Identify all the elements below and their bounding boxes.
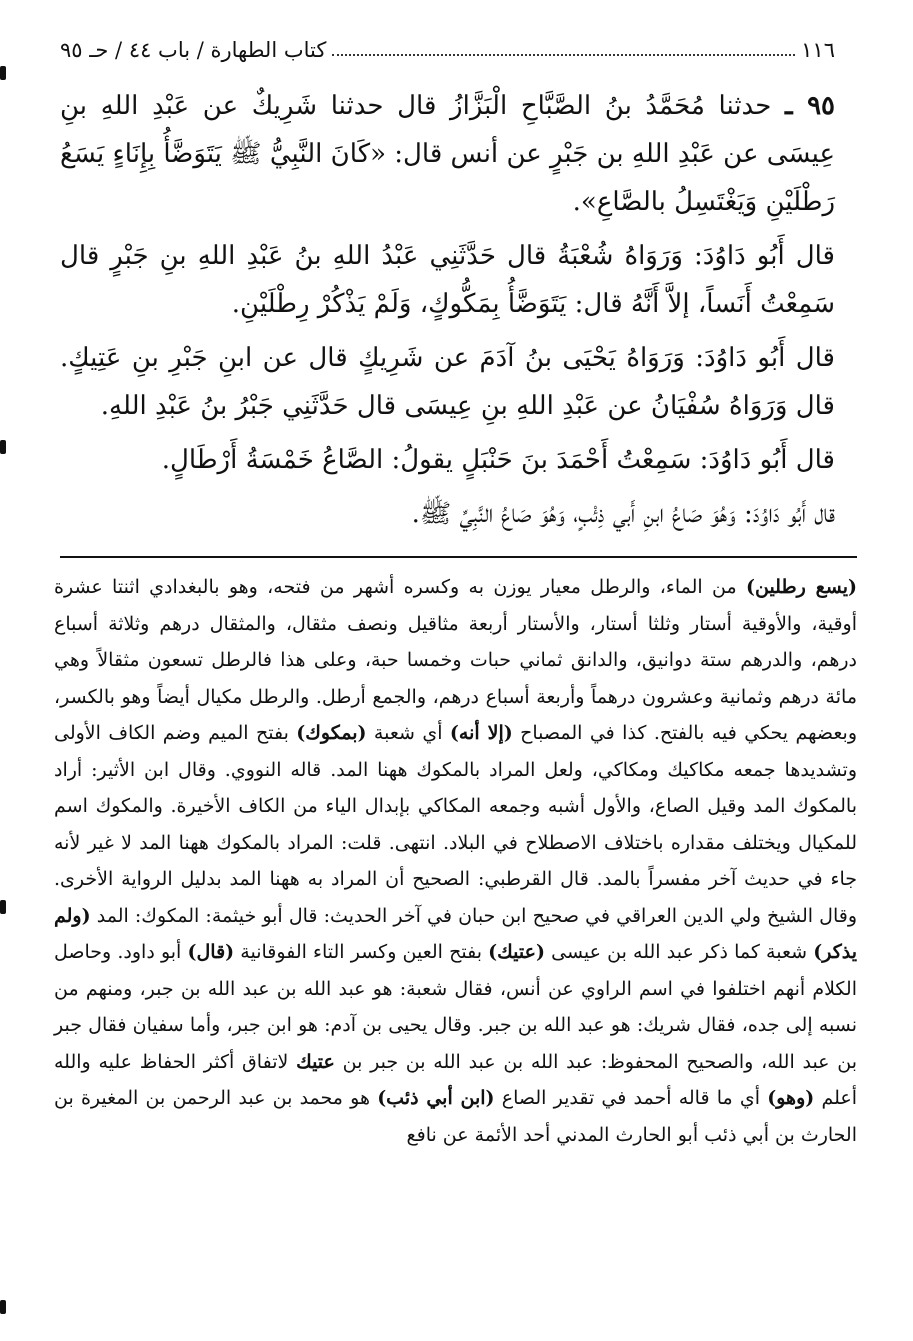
commentary-term: (إلا أنه) [449, 722, 513, 744]
commentary-text: بفتح الميم وضم الكاف الأولى وتشديدها جمعه مكاكيك ومكاكي، ولعل المراد بالمكوك ههنا المد. قاله النووي. وقال ابن الأثير: أراد بالمكوك المد وقيل الصاع، والأول أشبه وجمعه المكاكي بإبدال الياء من الكاف الأخيرة. والمكوك اسم للمكيال ويختلف مقداره باختلاف الاصطلاح في البلاد. انتهى. قلت: المراد بالمكوك ههنا المد لا غير لأنه جاء في حديث آخر مفسراً بالمد. قال القرطبي: الصحيح أن المراد به ههنا المد بدليل الرواية الأخرى. وقال الشيخ ولي الدين العراقي في صحيح ابن حبان في آخر الحديث: قال أبو خيثمة: المكوك: المد [54, 722, 857, 927]
scan-margin-mark [0, 1300, 6, 1314]
hadith-paragraph [60, 82, 835, 226]
narration-paragraph-2: قال أَبُو دَاوُدَ: وَرَوَاهُ يَحْيَى بنُ آدَمَ عن شَرِيكٍ قال عن ابنِ جَبْرِ بنِ عَتِيكٍ. قال وَرَوَاهُ سُفْيَانُ عن عَبْدِ اللهِ بنِ عِيسَى قال حَدَّثَنِي جَبْرُ بنُ عَبْدِ اللهِ. [60, 343, 835, 421]
commentary-term: (قال) [187, 941, 235, 963]
narration-paragraph-3: قال أَبُو دَاوُدَ: سَمِعْتُ أَحْمَدَ بنَ حَنْبَلٍ يقولُ: الصَّاعُ خَمْسَةُ أَرْطَالٍ. [161, 445, 835, 475]
scan-margin-mark [0, 66, 6, 80]
book-page [54, 28, 858, 1328]
scan-margin-mark [0, 440, 6, 454]
commentary-text: أبو داود. وحاصل الكلام أنهم اختلفوا في اسم الراوي عن أنس، فقال شعبة: هو عبد الله بن عبد الله بن جبر، ومنهم من نسبه إلى جده، فقال شريك: هو عبد الله بن جبر. وقال يحيى بن آدم: هو ابن جبر، وأما سفيان فقال جبر بن عبد الله، والصحيح المحفوظ: عبد الله بن عبد الله بن جبر بن [54, 941, 858, 1073]
commentary-term: عتيك [296, 1050, 335, 1073]
hadith-text-block [60, 82, 835, 538]
commentary-term: (ابن أبي ذئب) [377, 1087, 495, 1109]
commentary-text: أي شعبة [366, 722, 450, 744]
commentary-block [54, 569, 857, 1153]
scan-margin-mark [0, 900, 6, 914]
commentary-text: أي ما قاله أحمد في تقدير الصاع [494, 1087, 768, 1109]
page-number: ١١٦ [801, 38, 835, 62]
commentary-text: لاتفاق أكثر الحفاظ عليه والله أعلم [54, 1050, 857, 1109]
commentary-text: شعبة كما ذكر عبد الله بن عيسى [544, 941, 814, 963]
footnote-divider [60, 556, 857, 558]
commentary-text: هو محمد بن عبد الرحمن بن المغيرة بن الحارث بن أبي ذئب أبو الحارث المدني أحد الأئمة عن نافع [54, 1087, 857, 1146]
commentary-term: (وهو) [767, 1087, 815, 1109]
chapter-title: كتاب الطهارة / باب ٤٤ / حـ ٩٥ [60, 38, 327, 62]
commentary-term: (عتيك) [488, 941, 545, 963]
commentary-term: (بمكوك) [296, 722, 367, 744]
hadith-body: حدثنا مُحَمَّدُ بنُ الصَّبَّاحِ الْبَزَّازُ قال حدثنا شَرِيكٌ عن عَبْدِ اللهِ بنِ عِيسَى عن عَبْدِ اللهِ بن جَبْرٍ عن أنس قال: «كَانَ النَّبِيُّ ﷺ يَتَوَضَّأُ بِإِنَاءٍ يَسَعُ رَطْلَيْنِ وَيَغْتَسِلُ بالصَّاعِ». [60, 91, 835, 217]
commentary-text: من الماء، والرطل معيار يوزن به وكسره أشهر من فتحه، وهو بالبغدادي اثنتا عشرة أوقية، والأوقية أستار وثلثا أستار، والأستار أربعة مثاقيل ونصف مثقال، والمثقال درهم وثلاثة أسباع درهم، والدرهم ستة دوانيق، والدانق ثماني حبات وخمسا حبة، وعلى هذا فالرطل تسعون مثقالاً وهي مائة درهم وثمانية وعشرون درهماً وأربعة أسباع درهم، والجمع أرطل. والرطل مكيال أيضاً وهو بالكسر، وبعضهم يحكي فيه بالفتح. كذا في المصباح [54, 576, 857, 744]
header-dotted-leader [332, 54, 795, 56]
narration-paragraph-1: قال أَبُو دَاوُدَ: وَرَوَاهُ شُعْبَةُ قال حَدَّثَنِي عَبْدُ اللهِ بنُ عَبْدِ اللهِ بنِ جَبْرٍ قال سَمِعْتُ أَنَساً، إلاَّ أَنَّهُ قال: يَتَوَضَّأُ بِمَكُّوكٍ، وَلَمْ يَذْكُرْ رِطْلَيْنِ. [60, 241, 835, 319]
running-header [60, 28, 835, 72]
narration-paragraph-4: قال أَبُو دَاوُدَ: وَهُوَ صَاعُ ابنِ أَبي ذِئْبٍ، وَهُوَ صَاعُ النَّبِيِّ ﷺ. [411, 499, 835, 529]
commentary-text: بفتح العين وكسر التاء الفوقانية [234, 941, 489, 963]
hadith-number: ٩٥ ـ [784, 91, 835, 121]
commentary-term: (ولم يذكر) [54, 904, 857, 963]
commentary-term: (يسع رطلين) [745, 576, 857, 598]
